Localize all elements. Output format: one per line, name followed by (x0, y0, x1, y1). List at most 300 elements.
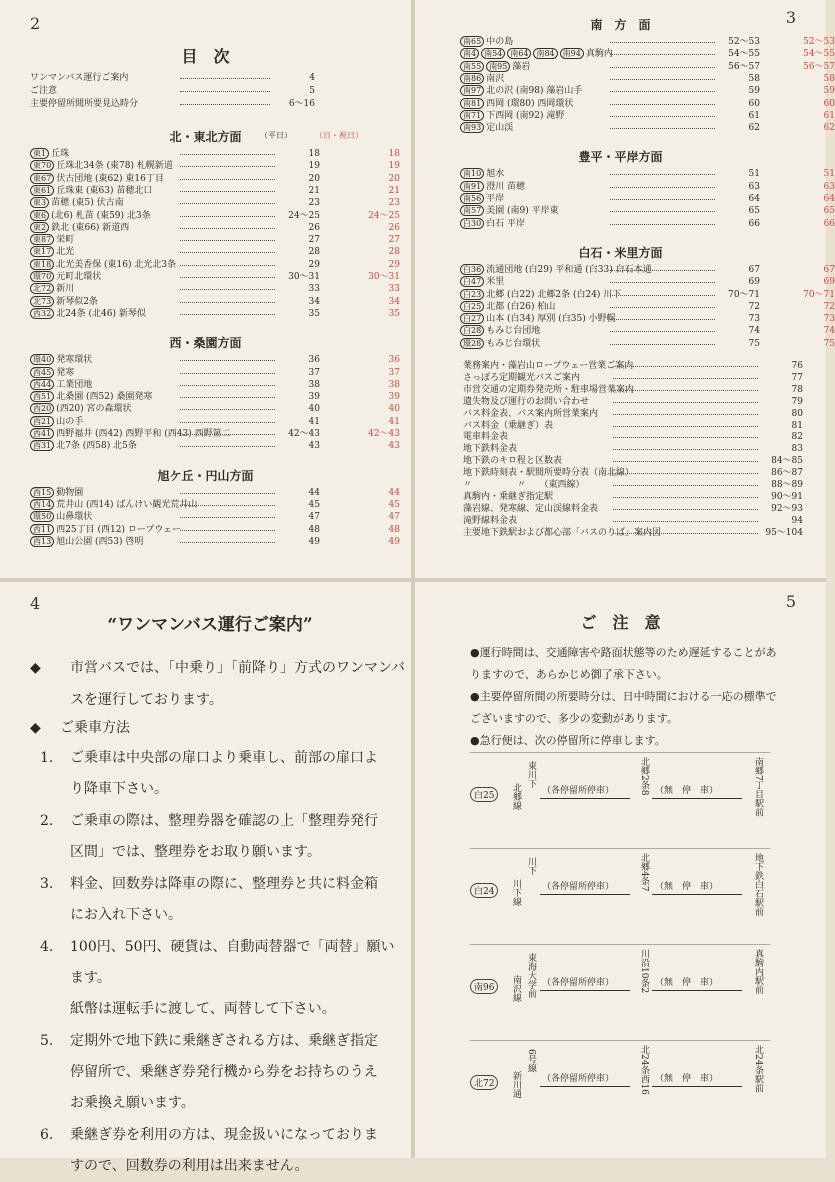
toc-label-text: 滝野線料金表 (463, 515, 518, 526)
note-line: りますので、あらかじめ御了承下さい。 (470, 668, 668, 681)
route-badge: 東1 (30, 148, 49, 159)
toc-page: 83 (791, 444, 803, 455)
section-title: 南 方 面 (590, 18, 651, 32)
toc-page: 56～57 (728, 61, 760, 72)
toc-label-text: 美園 (南9) 平岸東 (486, 206, 559, 217)
route-diagram (470, 848, 770, 924)
leader-dots (180, 530, 275, 531)
destination-name: 南郷7丁目駅前 (753, 757, 763, 817)
toc-page: 61 (748, 110, 760, 121)
toc-page: 35 (308, 308, 320, 319)
toc-row (30, 85, 390, 97)
origin-name: 東川下 (526, 761, 536, 788)
toc-label-text: 北24条 (北46) 新琴似 (56, 308, 146, 319)
toc-page-holiday: 70～71 (803, 289, 835, 300)
leader-dots (180, 409, 275, 410)
leader-dots (613, 485, 758, 486)
item-text: り降車下さい。 (70, 781, 168, 797)
toc-page: 48 (308, 524, 320, 535)
toc-page: 88～89 (771, 480, 803, 490)
toc-label-text: 澄川 苗穂 (486, 181, 526, 192)
route-badge: 西41 (30, 428, 54, 439)
toc-row (30, 367, 400, 379)
route-badge: 南56 (460, 193, 484, 204)
leader-dots (180, 179, 275, 180)
leader-dots (180, 434, 275, 435)
toc-row (30, 487, 400, 499)
route-diagram (470, 1040, 770, 1116)
toc-page: 94 (791, 515, 803, 526)
toc-page-holiday: 40 (388, 404, 400, 415)
toc-row (30, 148, 400, 160)
toc-row (30, 499, 400, 511)
leader-dots (610, 54, 715, 55)
toc-row (463, 372, 808, 384)
toc-page-holiday: 27 (388, 235, 400, 246)
leader-dots (180, 191, 275, 192)
toc-label-text: 主要停留所間所要見込時分 (30, 99, 139, 109)
toc-row (463, 515, 808, 527)
toc-label-text: 遺失物及び運行のお問い合わせ (463, 396, 590, 407)
toc-row (30, 72, 390, 84)
leader-dots (613, 414, 758, 415)
toc-label-text: 地下鉄料金表 (463, 444, 518, 455)
item-text: ます。 (70, 970, 111, 986)
toc-label-text: 市営交通の定期券発売所・駐車場営業案内 (463, 384, 635, 395)
toc-label-text: 北都 (白26) 柏山 (486, 301, 556, 312)
toc-page: 28 (308, 247, 320, 258)
toc-page: 23 (308, 198, 320, 209)
toc-label-text: ワンマンバス運行ご案内 (30, 73, 129, 83)
toc-row (30, 354, 400, 366)
leader-dots (610, 91, 715, 92)
item-text: ご乗車の際は、整理券器を確認の上「整理券発行 (70, 813, 378, 829)
route-badge: 南95 (486, 61, 510, 72)
route-badge: 南71 (460, 110, 484, 121)
toc-page: 27 (308, 235, 320, 246)
toc-label-text: 地下鉄のキロ程と区数表 (463, 456, 563, 467)
toc-row (30, 222, 400, 234)
toc-label-text: 流通団地 (白29) 平和通 (白33) 白石本通 (486, 264, 652, 275)
toc-page-holiday: 62 (823, 123, 835, 134)
toc-row (463, 431, 808, 443)
toc-label-text: 伏古団地 (東62) 東16丁目 (56, 173, 164, 184)
leader-dots (610, 211, 715, 212)
toc-label-text: 主要地下鉄駅および都心部「バスのりば」案内図 (463, 527, 662, 538)
leader-dots (613, 521, 758, 522)
toc-page-holiday: 24～25 (368, 210, 400, 221)
toc-page-holiday: 66 (823, 218, 835, 229)
route-badge: 白25 (460, 301, 484, 312)
route-badge: 西31 (30, 440, 54, 451)
toc-page-holiday: 44 (388, 487, 400, 498)
toc-page: 52～53 (728, 37, 760, 47)
toc-row (460, 205, 835, 217)
toc-label-text: 業務案内・藻岩山ロープウェー営業ご案内 (463, 361, 634, 371)
toc-page-holiday: 49 (388, 536, 400, 547)
leader-dots (610, 199, 715, 200)
route-badge: 東61 (30, 185, 54, 196)
stop-name: 北郷4条7 (639, 853, 649, 892)
toc-page: 73 (748, 314, 760, 325)
toc-row (463, 527, 808, 539)
toc-label-text: 西岡 (環80) 西岡環状 (486, 98, 574, 109)
leader-dots (610, 128, 715, 129)
leader-dots (610, 295, 715, 296)
toc-row (30, 259, 400, 271)
toc-page: 74 (748, 326, 760, 337)
toc-page: 54～55 (728, 49, 760, 60)
leader-dots (180, 446, 275, 447)
item-number: 4. (40, 939, 54, 955)
route-badge: 南93 (460, 122, 484, 133)
toc-label-text: 荒井山 (西14) ばんけい観光荒井山 (56, 499, 198, 510)
toc-page: 84～85 (771, 456, 803, 467)
leader-dots (180, 360, 275, 361)
segment-b-label: （無 停 車） (655, 882, 719, 892)
toc-page: 42～43 (288, 429, 320, 439)
toc-row (463, 467, 808, 479)
toc-label-text: 山鼻環状 (56, 512, 93, 523)
leader-dots (613, 402, 758, 403)
route-tag: 白24 (470, 883, 498, 898)
toc-row (460, 36, 835, 48)
leader-dots (180, 373, 275, 374)
toc-page-holiday: 18 (388, 149, 400, 159)
leader-dots (180, 228, 275, 229)
toc-page: 69 (748, 277, 760, 288)
toc-row (463, 479, 808, 491)
toc-page-holiday: 52～53 (803, 37, 835, 47)
arrow-line (540, 798, 630, 799)
toc-row (463, 491, 808, 503)
toc-page: 59 (748, 86, 760, 97)
leader-dots (180, 154, 275, 155)
page-2 (0, 0, 411, 578)
toc-row (30, 271, 400, 283)
toc-page: 64 (748, 194, 760, 204)
route-badge: 白47 (460, 276, 484, 287)
toc-page-holiday: 20 (388, 173, 400, 184)
leader-dots (610, 319, 715, 320)
toc-label-text: 丘珠北34条 (東78) 札幌新道 (56, 161, 173, 172)
toc-page: 92～93 (771, 503, 803, 514)
bullet-text-cont: スを運行しております。 (70, 692, 223, 708)
toc-row (30, 296, 400, 308)
leader-dots (613, 449, 758, 450)
route-badge: 西51 (30, 391, 54, 402)
toc-label-text: 平岸 (486, 194, 505, 204)
col-holiday: （日・祝日） (315, 131, 363, 140)
page-number: 3 (785, 8, 796, 27)
origin-name: 東海大学前 (526, 953, 536, 998)
toc-page: 39 (308, 392, 320, 403)
leader-dots (610, 174, 715, 175)
leader-dots (610, 42, 715, 43)
leader-dots (180, 104, 270, 105)
toc-row (460, 301, 835, 313)
route-badge: 南57 (460, 205, 484, 216)
toc-label-text: 山本 (白34) 厚別 (白35) 小野幌 (486, 314, 616, 325)
section-title: 北・東北方面 (169, 130, 242, 144)
toc-page-holiday: 28 (388, 247, 400, 258)
toc-page-holiday: 75 (823, 338, 835, 349)
page-3 (415, 0, 835, 578)
toc-row (460, 73, 835, 85)
toc-page: 63 (748, 181, 760, 192)
toc-row (460, 276, 835, 288)
toc-row (460, 181, 835, 193)
toc-label-text: 発寒環状 (56, 355, 93, 366)
page-title: ご 注 意 (580, 613, 661, 632)
toc-page: 65 (748, 206, 760, 217)
route-badge: 西11 (30, 524, 54, 535)
route-badge: 東18 (30, 259, 54, 270)
route-badge: 環70 (30, 271, 54, 282)
toc-page-holiday: 72 (823, 301, 835, 312)
route-badge: 環50 (30, 511, 54, 522)
leader-dots (610, 331, 715, 332)
toc-page-holiday: 35 (388, 308, 400, 319)
route-badge: 南64 (507, 48, 531, 59)
line-name: 南沢線 (511, 975, 521, 1002)
toc-page: 26 (308, 222, 320, 233)
toc-title: 目 次 (181, 47, 230, 66)
note-line: ●運行時間は、交通障害や路面状態等のため遅延することがあ (470, 646, 777, 659)
toc-label-text: バス料金（乗継ぎ）表 (463, 420, 554, 431)
route-badge: 南86 (460, 73, 484, 84)
route-badge: 南94 (560, 48, 584, 59)
item-text: 料金、回数券は降車の際に、整理券と共に料金箱 (70, 876, 378, 892)
toc-row (463, 408, 808, 420)
toc-label-text: 元町北環状 (56, 272, 102, 282)
route-badge: 西14 (30, 499, 54, 510)
note-line: ●急行便は、次の停留所に停車します。 (470, 734, 666, 747)
toc-row (460, 289, 835, 301)
route-badge: 西44 (30, 379, 54, 390)
item-number: 5. (40, 1033, 54, 1049)
toc-label-text: 〃 〃 （東西線） (463, 480, 585, 490)
toc-page: 44 (308, 487, 320, 498)
toc-row (463, 420, 808, 432)
toc-label-text: 真駒内・乗継ぎ指定駅 (463, 491, 554, 502)
route-badge: 西15 (30, 487, 54, 498)
toc-label-text: もみじ台団地 (486, 326, 541, 337)
leader-dots (180, 422, 275, 423)
toc-row (30, 98, 390, 110)
route-badge: 南65 (460, 36, 484, 47)
route-badge: 南10 (460, 168, 484, 179)
item-number: 6. (40, 1127, 54, 1143)
toc-label-text: 北光美香保 (東16) 北光北3条 (56, 259, 177, 270)
toc-page: 49 (308, 536, 320, 547)
toc-label-text: 丘珠東 (東63) 苗穂北口 (56, 185, 153, 196)
toc-page: 6～16 (288, 99, 315, 109)
arrow-line (652, 798, 742, 799)
toc-page-holiday: 34 (388, 296, 400, 307)
toc-page: 21 (308, 185, 320, 196)
toc-row (460, 264, 835, 276)
toc-page-holiday: 38 (388, 379, 400, 390)
toc-row (30, 391, 400, 403)
toc-page-holiday: 43 (388, 441, 400, 452)
leader-dots (613, 533, 758, 534)
toc-page: 80 (791, 408, 803, 419)
route-badge: 白30 (460, 218, 484, 229)
page-number: 4 (30, 594, 41, 613)
segment-b-label: （無 停 車） (655, 1074, 719, 1084)
item-text: ご乗車は中央部の扉口より乗車し、前部の扉口よ (70, 750, 378, 766)
toc-page-holiday: 36 (388, 355, 400, 366)
toc-page: 90～91 (771, 491, 803, 502)
toc-page-holiday: 29 (388, 259, 400, 270)
toc-row (463, 503, 808, 515)
destination-name: 北24条駅前 (753, 1045, 763, 1093)
route-badge: 東6 (30, 210, 49, 221)
item-text: 停留所で、乗継ぎ券発行機から券をお持ちのうえ (70, 1064, 378, 1080)
leader-dots (180, 505, 275, 506)
toc-page: 58 (748, 73, 760, 84)
route-diagram (470, 752, 770, 828)
destination-name: 真駒内駅前 (753, 949, 763, 994)
section-title: 白石・米里方面 (578, 245, 663, 260)
route-badge: 東2 (30, 222, 49, 233)
route-badge: 北73 (30, 296, 54, 307)
toc-page-holiday: 73 (823, 314, 835, 325)
toc-page-holiday: 23 (388, 198, 400, 209)
section-title: 豊平・平岸方面 (578, 150, 663, 165)
toc-label-text: 真駒内 (585, 49, 613, 60)
toc-row (30, 185, 400, 197)
toc-label-text: バス料金表、バス案内所営業案内 (463, 408, 599, 419)
item-text: 100円、50円、硬貨は、自動両替器で「両替」願い (70, 939, 395, 955)
stop-name: 北24条西16 (639, 1045, 649, 1095)
toc-row (460, 168, 835, 180)
route-tag: 白25 (470, 787, 498, 802)
toc-page-holiday: 74 (823, 326, 835, 337)
toc-page-holiday: 21 (388, 185, 400, 196)
toc-label-text: 鉄北 (東66) 新道西 (51, 222, 130, 233)
toc-page: 41 (308, 416, 320, 427)
leader-dots (610, 67, 715, 68)
segment-b-label: （無 停 車） (655, 786, 719, 796)
leader-dots (180, 302, 275, 303)
bullet-text: 市営バスでは、「中乗り」「前降り」方式のワンマンバ (70, 660, 406, 676)
line-name: 新川通 (511, 1071, 521, 1098)
section-title: 旭ケ丘・円山方面 (157, 468, 254, 483)
toc-page: 34 (308, 296, 320, 307)
leader-dots (180, 252, 275, 253)
toc-page: 47 (308, 512, 320, 523)
leader-dots (613, 437, 758, 438)
route-badge: 南55 (460, 61, 484, 72)
leader-dots (610, 344, 715, 345)
route-badge: 東70 (30, 160, 54, 171)
toc-label-text: 下西岡 (南92) 滝野 (486, 110, 565, 121)
toc-label-text: 北の沢 (南98) 藻岩山手 (486, 86, 583, 97)
stop-name: 川沿10条2 (639, 949, 649, 994)
leader-dots (180, 277, 275, 278)
toc-page-holiday: 19 (388, 161, 400, 172)
route-badge: 白27 (460, 313, 484, 324)
route-badge: 東67 (30, 173, 54, 184)
toc-page: 62 (748, 123, 760, 134)
toc-row (460, 61, 835, 73)
toc-row (30, 536, 400, 548)
page-title: “ワンマンバス運行ご案内” (107, 615, 313, 635)
toc-page-holiday: 56～57 (803, 61, 835, 72)
toc-page: 36 (308, 355, 320, 366)
page-4 (0, 582, 411, 1174)
route-badge: 南91 (460, 181, 484, 192)
toc-page-holiday: 48 (388, 524, 400, 535)
route-badge: 東87 (30, 234, 54, 245)
toc-label-text: 中の島 (486, 37, 514, 47)
leader-dots (613, 390, 758, 391)
item-number: 2. (40, 813, 54, 829)
toc-label-text: 新川 (56, 284, 75, 295)
leader-dots (610, 282, 715, 283)
arrow-line (652, 1086, 742, 1087)
toc-label-text: 白石 平岸 (486, 218, 526, 229)
toc-row (30, 403, 400, 415)
toc-page: 24～25 (288, 210, 320, 221)
line-name: 川下線 (511, 879, 521, 906)
toc-row (30, 379, 400, 391)
toc-page: 86～87 (771, 468, 803, 479)
leader-dots (180, 203, 275, 204)
route-badge: 西45 (30, 367, 54, 378)
toc-page-holiday: 60 (823, 98, 835, 109)
item-text: にお入れ下さい。 (70, 907, 182, 923)
toc-label-text: ご注意 (30, 86, 58, 96)
toc-label-text: 電車料金表 (463, 432, 509, 443)
item-number: 1. (40, 750, 54, 766)
toc-page-holiday: 30～31 (368, 272, 400, 282)
toc-row (30, 416, 400, 428)
route-badge: 南84 (533, 48, 557, 59)
leader-dots (180, 216, 275, 217)
toc-row (30, 283, 400, 295)
toc-label-text: 丘珠 (51, 149, 70, 159)
toc-page-holiday: 61 (823, 110, 835, 121)
route-badge: 西20 (30, 403, 54, 414)
origin-name: 6号線 (526, 1049, 536, 1073)
toc-page: 79 (791, 396, 803, 407)
toc-label-text: 苗穂 (東5) 伏古南 (51, 198, 124, 209)
toc-label-text: 北郷 (白22) 北郷2条 (白24) 川下 (486, 289, 622, 300)
toc-row (30, 524, 400, 536)
line-name: 北郷線 (511, 783, 521, 810)
toc-label-text: 栄町 (56, 235, 75, 246)
toc-label-text: 北桑園 (西52) 桑園発寒 (56, 392, 153, 403)
route-badge: 白23 (460, 289, 484, 300)
toc-page: 66 (748, 218, 760, 229)
toc-row (460, 218, 835, 230)
arrow-line (652, 894, 742, 895)
toc-page: 20 (308, 173, 320, 184)
route-badge: 南4 (460, 48, 479, 59)
toc-page: 38 (308, 379, 320, 390)
toc-row (30, 160, 400, 172)
toc-row (463, 396, 808, 408)
toc-page: 45 (308, 499, 320, 510)
toc-label-text: 西野福井 (西42) 西野平和 (西43) 西野第二 (56, 429, 231, 439)
item-text: 乗継ぎ券を利用の方は、現金扱いになっておりま (70, 1127, 378, 1143)
origin-name: 川下 (526, 857, 536, 875)
toc-row (463, 384, 808, 396)
leader-dots (180, 517, 275, 518)
